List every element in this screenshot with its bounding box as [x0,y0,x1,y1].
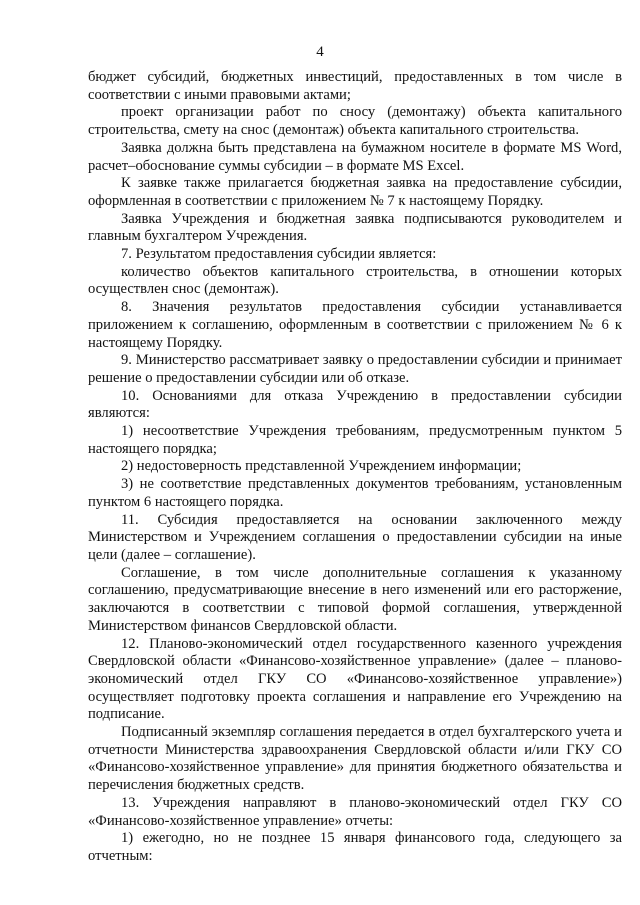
paragraph: 7. Результатом предоставления субсидии является: [121,246,437,263]
paragraph: Соглашение, в том числе дополнительные соглашения к указанному соглашению, предусматривающие внесение в него изменений или его расторжение, заключаются в соответствии с типовой формой соглашения, утвержденной Министерством финансов Свердловской области. [88,564,622,634]
paragraph: 10. Основаниями для отказа Учреждению в предоставлении субсидии являются: [88,387,622,422]
paragraph: 2) недостоверность представленной Учреждением информации; [121,458,522,475]
paragraph: проект организации работ по сносу (демонтажу) объекта капитального строительства, смету на снос (демонтаж) объекта капитального строительства. [88,104,622,139]
paragraph: 11. Субсидия предоставляется на основании заключенного между Министерством и Учреждением соглашения о предоставлении субсидии на иные цели (далее – соглашение). [88,511,622,563]
paragraph: К заявке также прилагается бюджетная заявка на предоставление субсидии, оформленная в соответствии с приложением № 7 к настоящему Порядку. [88,175,622,209]
document-body [88,69,622,866]
paragraph: 9. Министерство рассматривает заявку о предоставлении субсидии и принимает решение о предоставлении субсидии или об отказе. [88,352,622,386]
paragraph: Подписанный экземпляр соглашения передается в отдел бухгалтерского учета и отчетности Министерства здравоохранения Свердловской области и/или ГКУ СО «Финансово-хозяйственное управление» для принятия бюджетного обязательства и перечисления бюджетных средств. [88,724,622,794]
paragraph: 8. Значения результатов предоставления субсидии устанавливается приложением к соглашению, оформленным в соответствии с приложением № 6 к настоящему Порядку. [88,299,622,351]
paragraph: Заявка должна быть представлена на бумажном носителе в формате MS Word, расчет–обоснование суммы субсидии – в формате MS Excel. [88,139,622,174]
paragraph: 1) несоответствие Учреждения требованиям, предусмотренным пунктом 5 настоящего порядка; [88,423,622,457]
paragraph: 12. Планово-экономический отдел государственного казенного учреждения Свердловской области «Финансово-хозяйственное управление» (далее – планово-экономический отдел ГКУ СО «Финансово-хозяйственное управление») осуществляет подготовку проекта соглашения и направление его Учреждению на подписание. [88,635,622,723]
page-number: 4 [316,44,324,60]
paragraph: 1) ежегодно, но не позднее 15 января финансового года, следующего за отчетным: [88,830,622,864]
paragraph: количество объектов капитального строительства, в отношении которых осуществлен снос (демонтаж). [88,263,622,298]
paragraph: Заявка Учреждения и бюджетная заявка подписываются руководителем и главным бухгалтером Учреждения. [88,210,622,245]
paragraph: бюджет субсидий, бюджетных инвестиций, предоставленных в том числе в соответствии с иными правовыми актами; [88,69,622,103]
paragraph: 3) не соответствие представленных документов требованиям, установленным пунктом 6 настоящего порядка. [88,476,622,510]
paragraph: 13. Учреждения направляют в планово-экономический отдел ГКУ СО «Финансово-хозяйственное управление» отчеты: [88,794,622,829]
